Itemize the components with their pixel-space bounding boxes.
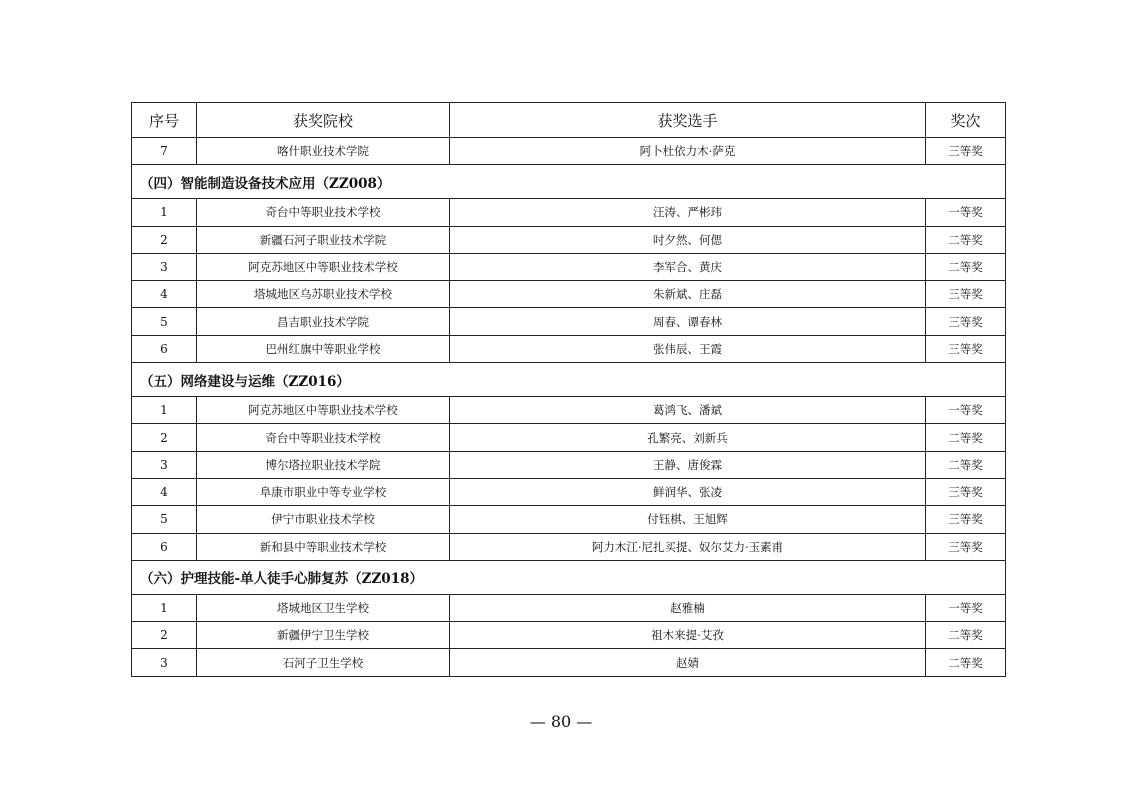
page-number: — 80 — [529, 712, 593, 731]
cell-index: 7 [132, 138, 197, 165]
cell-index: 3 [132, 649, 197, 676]
table-row [132, 533, 1006, 560]
cell-school: 石河子卫生学校 [197, 649, 450, 676]
cell-award: 三等奖 [926, 478, 1006, 505]
table-row [132, 308, 1006, 335]
cell-players: 朱新斌、庄磊 [450, 281, 926, 308]
table-row [132, 226, 1006, 253]
cell-school: 阜康市职业中等专业学校 [197, 478, 450, 505]
section-title: （四）智能制造设备技术应用（ZZ008） [132, 165, 1006, 199]
cell-school: 新疆伊宁卫生学校 [197, 622, 450, 649]
table-row [132, 649, 1006, 676]
cell-award: 二等奖 [926, 451, 1006, 478]
table-row [132, 199, 1006, 226]
cell-index: 1 [132, 199, 197, 226]
cell-players: 吋夕然、何偲 [450, 226, 926, 253]
cell-index: 2 [132, 424, 197, 451]
cell-award: 一等奖 [926, 199, 1006, 226]
cell-index: 5 [132, 506, 197, 533]
cell-award: 三等奖 [926, 506, 1006, 533]
cell-index: 2 [132, 226, 197, 253]
cell-players: 付钰棋、王旭辉 [450, 506, 926, 533]
header-school: 获奖院校 [197, 103, 450, 138]
table-row [132, 506, 1006, 533]
table-row [132, 138, 1006, 165]
cell-award: 二等奖 [926, 226, 1006, 253]
award-table-container [131, 102, 1005, 677]
section-header-row [132, 363, 1006, 397]
table-row [132, 622, 1006, 649]
section-title: （六）护理技能-单人徒手心肺复苏（ZZ018） [132, 560, 1006, 594]
header-award: 奖次 [926, 103, 1006, 138]
cell-award: 三等奖 [926, 138, 1006, 165]
cell-school: 昌吉职业技术学院 [197, 308, 450, 335]
cell-players: 鲜润华、张凌 [450, 478, 926, 505]
cell-players: 周春、谭春林 [450, 308, 926, 335]
table-row [132, 397, 1006, 424]
cell-award: 三等奖 [926, 281, 1006, 308]
cell-players: 张伟辰、王霞 [450, 335, 926, 362]
table-row [132, 478, 1006, 505]
cell-school: 博尔塔拉职业技术学院 [197, 451, 450, 478]
cell-school: 新疆石河子职业技术学院 [197, 226, 450, 253]
cell-school: 塔城地区卫生学校 [197, 594, 450, 621]
cell-award: 三等奖 [926, 335, 1006, 362]
cell-index: 6 [132, 533, 197, 560]
table-row [132, 424, 1006, 451]
cell-award: 三等奖 [926, 308, 1006, 335]
cell-players: 葛鸿飞、潘斌 [450, 397, 926, 424]
cell-school: 喀什职业技术学院 [197, 138, 450, 165]
cell-index: 1 [132, 397, 197, 424]
cell-award: 一等奖 [926, 397, 1006, 424]
cell-index: 3 [132, 253, 197, 280]
cell-award: 二等奖 [926, 424, 1006, 451]
cell-players: 李军合、黄庆 [450, 253, 926, 280]
cell-index: 5 [132, 308, 197, 335]
cell-players: 赵婧 [450, 649, 926, 676]
cell-school: 阿克苏地区中等职业技术学校 [197, 253, 450, 280]
section-header-row [132, 165, 1006, 199]
table-row [132, 335, 1006, 362]
cell-award: 二等奖 [926, 253, 1006, 280]
table-header-row [132, 103, 1006, 138]
section-header-row [132, 560, 1006, 594]
cell-award: 二等奖 [926, 649, 1006, 676]
cell-school: 伊宁市职业技术学校 [197, 506, 450, 533]
cell-school: 奇台中等职业技术学校 [197, 199, 450, 226]
table-body [132, 138, 1006, 677]
cell-players: 阿卜杜依力木·萨克 [450, 138, 926, 165]
cell-players: 祖木来提·艾孜 [450, 622, 926, 649]
award-table [131, 102, 1006, 677]
cell-school: 巴州红旗中等职业学校 [197, 335, 450, 362]
cell-players: 王静、唐俊霖 [450, 451, 926, 478]
table-row [132, 281, 1006, 308]
header-index: 序号 [132, 103, 197, 138]
cell-players: 阿力木江·尼扎买提、奴尔艾力·玉素甫 [450, 533, 926, 560]
cell-players: 孔繁亮、刘新兵 [450, 424, 926, 451]
table-row [132, 594, 1006, 621]
cell-school: 奇台中等职业技术学校 [197, 424, 450, 451]
cell-award: 一等奖 [926, 594, 1006, 621]
cell-index: 6 [132, 335, 197, 362]
header-players: 获奖选手 [450, 103, 926, 138]
table-row [132, 253, 1006, 280]
cell-index: 4 [132, 281, 197, 308]
cell-index: 3 [132, 451, 197, 478]
section-title: （五）网络建设与运维（ZZ016） [132, 363, 1006, 397]
cell-players: 赵雅楠 [450, 594, 926, 621]
cell-index: 4 [132, 478, 197, 505]
cell-award: 二等奖 [926, 622, 1006, 649]
cell-index: 1 [132, 594, 197, 621]
cell-award: 三等奖 [926, 533, 1006, 560]
cell-school: 塔城地区乌苏职业技术学校 [197, 281, 450, 308]
cell-players: 汪涛、严彬玮 [450, 199, 926, 226]
cell-school: 新和县中等职业技术学校 [197, 533, 450, 560]
cell-school: 阿克苏地区中等职业技术学校 [197, 397, 450, 424]
table-row [132, 451, 1006, 478]
cell-index: 2 [132, 622, 197, 649]
